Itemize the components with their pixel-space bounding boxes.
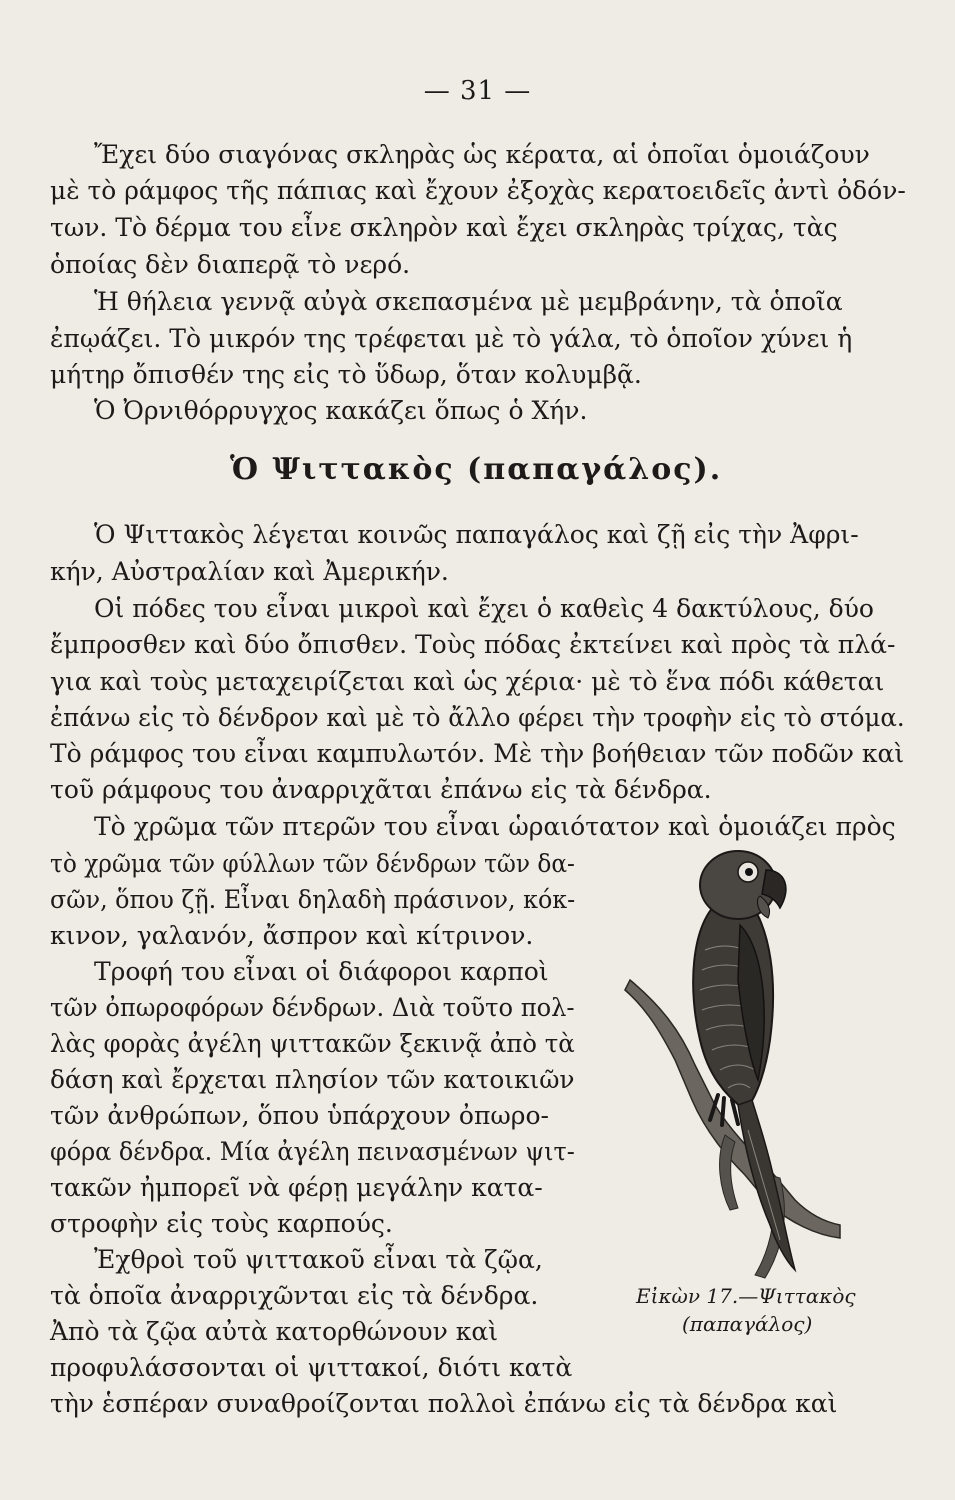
text-line: κινον, γαλανόν, ἄσπρον καὶ κίτρινον.	[50, 921, 534, 950]
text-line: τὴν ἑσπέραν συναθροίζονται πολλοὶ ἐπάνω εἰς τὰ δένδρα καὶ	[50, 1389, 838, 1418]
text-line: τακῶν ἠμπορεῖ νὰ φέρῃ μεγάλην κατα-	[50, 1173, 543, 1202]
text-line: τῶν ὀπωροφόρων δένδρων. Διὰ τοῦτο πολ-	[50, 993, 575, 1022]
text-line: τὸ χρῶμα τῶν φύλλων τῶν δένδρων τῶν δα-	[50, 849, 575, 878]
text-line: μήτηρ ὄπισθέν της εἰς τὸ ὕδωρ, ὅταν κολυμβᾷ.	[50, 360, 642, 389]
text-line: Ἡ θήλεια γεννᾷ αὐγὰ σκεπασμένα μὲ μεμβράνην, τὰ ὁποῖα	[94, 287, 843, 316]
text-line: προφυλάσσονται οἱ ψιττακοί, διότι κατὰ	[50, 1353, 573, 1382]
text-line: Οἱ πόδες του εἶναι μικροὶ καὶ ἔχει ὁ καθεὶς 4 δακτύλους, δύο	[94, 594, 874, 623]
text-line: στροφὴν εἰς τοὺς καρπούς.	[50, 1209, 393, 1238]
text-line: Ὁ Ψιττακὸς λέγεται κοινῶς παπαγάλος καὶ ζῇ εἰς τὴν Ἀφρι-	[94, 520, 859, 549]
figure-caption-subtitle: (παπαγάλος)	[682, 1312, 813, 1336]
text-line: Ἀπὸ τὰ ζῷα αὐτὰ κατορθώνουν καὶ	[50, 1317, 499, 1346]
page-number: — 31 —	[423, 76, 532, 106]
text-line: για καὶ τοὺς μεταχειρίζεται καὶ ὡς χέρια· μὲ τὸ ἕνα πόδι κάθεται	[50, 667, 885, 696]
text-line: Ἔχει δύο σιαγόνας σκληρὰς ὡς κέρατα, αἱ ὁποῖαι ὁμοιάζουν	[94, 140, 870, 169]
text-line: Ἐχθροὶ τοῦ ψιττακοῦ εἶναι τὰ ζῷα,	[94, 1245, 543, 1274]
text-line: των. Τὸ δέρμα του εἶνε σκληρὸν καὶ ἔχει σκληρὰς τρίχας, τὰς	[50, 213, 838, 242]
section-heading: Ὁ Ψιττακὸς (παπαγάλος).	[230, 452, 723, 487]
text-line: Τὸ χρῶμα τῶν πτερῶν του εἶναι ὡραιότατον καὶ ὁμοιάζει πρὸς	[94, 812, 896, 841]
text-line: δάση καὶ ἔρχεται πλησίον τῶν κατοικιῶν	[50, 1065, 575, 1094]
text-line: λὰς φορὰς ἀγέλη ψιττακῶν ξεκινᾷ ἀπὸ τὰ	[50, 1029, 575, 1058]
figure-caption: Εἰκὼν 17.—Ψιττακὸς	[636, 1284, 856, 1308]
text-line: Τὸ ράμφος του εἶναι καμπυλωτόν. Μὲ τὴν βοήθειαν τῶν ποδῶν καὶ	[50, 739, 905, 768]
text-line: τῶν ἀνθρώπων, ὅπου ὑπάρχουν ὀπωρο-	[50, 1101, 549, 1130]
text-line: τοῦ ράμφους του ἀναρριχᾶται ἐπάνω εἰς τὰ δένδρα.	[50, 775, 712, 804]
text-line: σῶν, ὅπου ζῇ. Εἶναι δηλαδὴ πράσινον, κόκ-	[50, 885, 576, 914]
text-line: ὁποίας δὲν διαπερᾷ τὸ νερό.	[50, 250, 411, 279]
text-line: τὰ ὁποῖα ἀναρριχῶνται εἰς τὰ δένδρα.	[50, 1281, 539, 1310]
text-line: κήν, Αὐστραλίαν καὶ Ἀμερικήν.	[50, 557, 449, 586]
parrot-figure	[620, 830, 850, 1300]
text-line: Τροφή του εἶναι οἱ διάφοροι καρποὶ	[94, 957, 549, 986]
text-line: φόρα δένδρα. Μία ἀγέλη πεινασμένων ψιτ-	[50, 1137, 575, 1166]
text-line: ἐπῳάζει. Τὸ μικρόν της τρέφεται μὲ τὸ γάλα, τὸ ὁποῖον χύνει ἡ	[50, 324, 853, 353]
parrot-icon	[620, 830, 850, 1280]
text-line: ἐπάνω εἰς τὸ δένδρον καὶ μὲ τὸ ἄλλο φέρει τὴν τροφὴν εἰς τὸ στόμα.	[50, 703, 905, 732]
text-line: ἔμπροσθεν καὶ δύο ὄπισθεν. Τοὺς πόδας ἐκτείνει καὶ πρὸς τὰ πλά-	[50, 630, 896, 659]
text-line: Ὁ Ὀρνιθόρρυγχος κακάζει ὅπως ὁ Χήν.	[94, 396, 588, 425]
text-line: μὲ τὸ ράμφος τῆς πάπιας καὶ ἔχουν ἐξοχὰς κερατοειδεῖς ἀντὶ ὀδόν-	[50, 176, 906, 205]
